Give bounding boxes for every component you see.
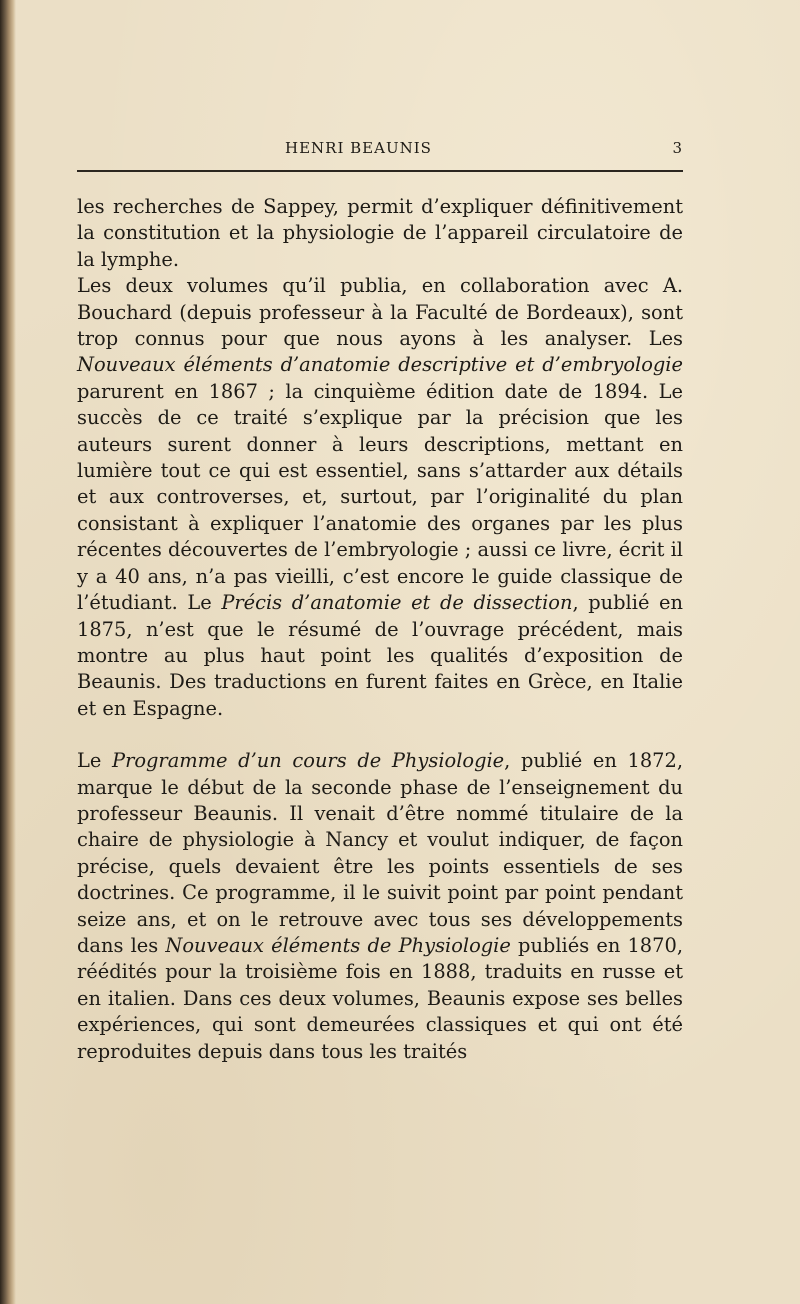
- title-programme-cours-physiologie: Programme d’un cours de Physiologie: [112, 749, 505, 773]
- paragraph-3-text-a: Le: [77, 749, 113, 773]
- paragraph-2-text-a: Les deux volumes qu’il publia, en collaboration avec A. Bouchard (depuis professeur à la Faculté de Bordeaux), sont trop connus pour que nous ayons à les analyser. Les: [77, 274, 683, 351]
- header-rule: [77, 170, 683, 172]
- running-title: HENRI BEAUNIS: [285, 139, 432, 157]
- book-binding-edge: [0, 0, 16, 1304]
- page-number: 3: [672, 139, 683, 157]
- paragraph-2: [77, 273, 683, 722]
- paragraph-3: [77, 748, 683, 1065]
- paragraph-3-text-e: publiés en 1870, réédités pour la troisième fois en 1888, traduits en russe et en italien. Dans ces deux volumes, Beaunis expose ses belles expériences, qui sont demeurées classiques et qui ont été reproduites depuis dans tous les traités: [77, 933, 683, 1063]
- body-text: [77, 194, 683, 1065]
- paragraph-2-text-c: parurent en 1867 ; la cinquième édition date de 1894. Le succès de ce traité s’explique par la précision que les auteurs surent donner à leurs descriptions, mettant en lumière tout ce qui est essentiel, sans s’attarder aux détails et aux controverses, et, surtout, par l’originalité du plan consistant à expliquer l’anatomie des organes par les plus récentes découvertes de l’embryologie ; aussi ce livre, écrit il y a 40 ans, n’a pas vieilli, c’est encore le guide classique de l’étudiant. Le: [77, 379, 683, 615]
- page-header: [77, 139, 683, 161]
- title-nouveaux-elements-physiologie: Nouveaux éléments de Physiologie: [165, 933, 511, 957]
- title-precis-anatomie: Précis d’anatomie et de dissection: [221, 591, 573, 615]
- title-nouveaux-elements-anatomie: Nouveaux éléments d’anatomie descriptive et d’embryologie: [77, 353, 683, 377]
- paragraph-3-text-c: , publié en 1872, marque le début de la seconde phase de l’enseignement du professeur Beaunis. Il venait d’être nommé titulaire de la chaire de physiologie à Nancy et voulut indiquer, de façon précise, quels devaient être les points essentiels de ses doctrines. Ce programme, il le suivit point par point pendant seize ans, et on le retrouve avec tous ses développements dans les: [77, 749, 684, 957]
- paragraph-2-text-e: , publié en 1875, n’est que le résumé de l’ouvrage précédent, mais montre au plus haut point les qualités d’exposition de Beaunis. Des traductions en furent faites en Grèce, en Italie et en Espagne.: [77, 591, 684, 720]
- paragraph-1: [77, 194, 683, 273]
- paragraph-1-text: les recherches de Sappey, permit d’expliquer définitivement la constitution et la physiologie de l’appareil circulatoire de la lymphe.: [77, 195, 683, 271]
